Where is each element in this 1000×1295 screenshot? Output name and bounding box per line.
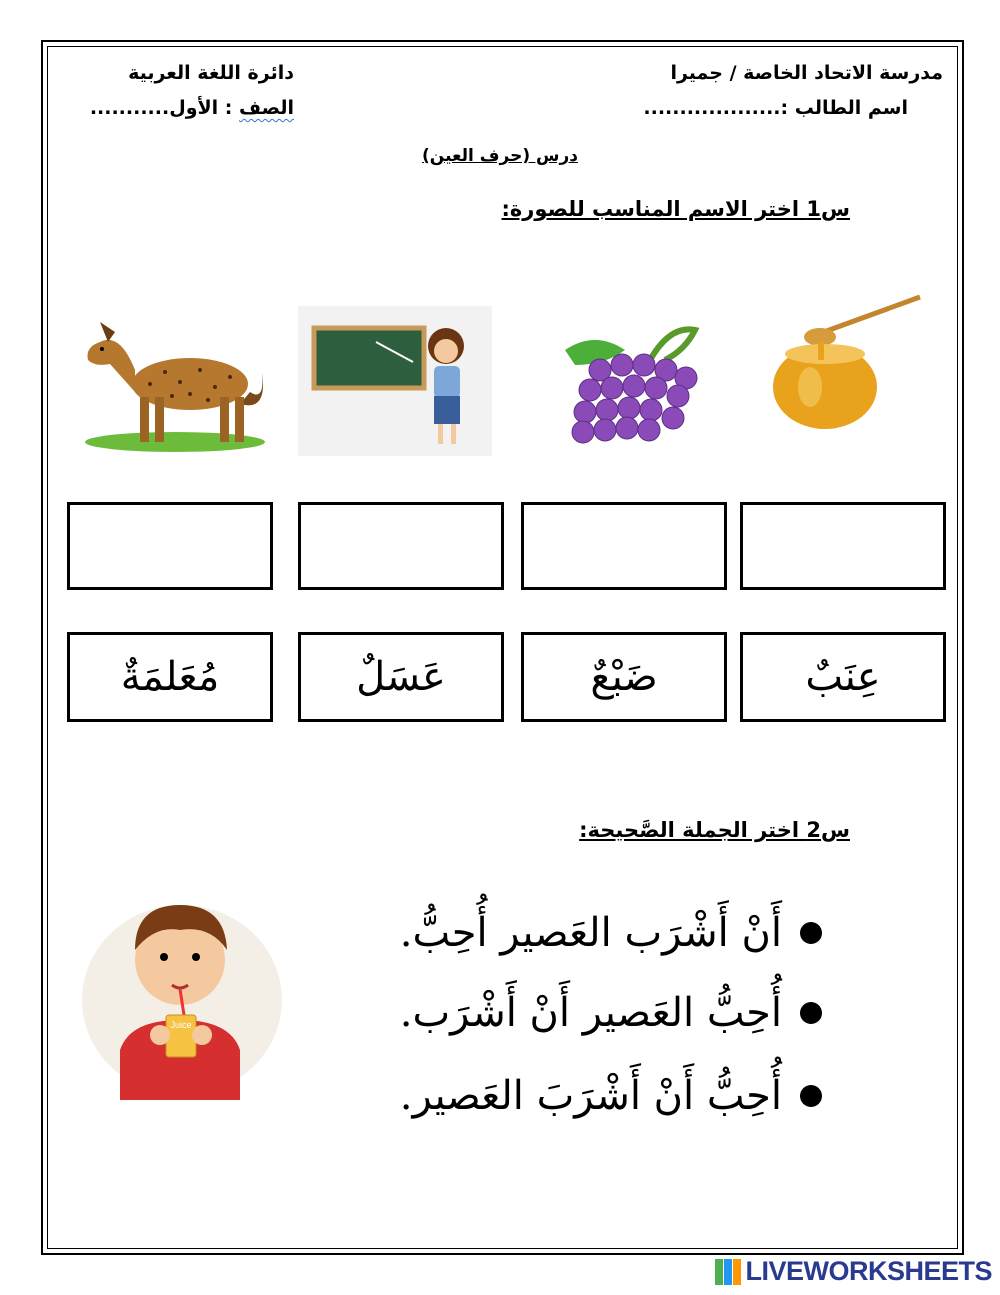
teacher-image bbox=[298, 306, 492, 456]
sentence-text: أُحِبُّ العَصير أَنْ أَشْرَب. bbox=[399, 990, 782, 1036]
lesson-title-text: درس (حرف العين) bbox=[422, 146, 578, 166]
grade-label bbox=[90, 97, 294, 119]
word-card[interactable]: مُعَلمَةٌ bbox=[67, 632, 273, 722]
grade-value: : الأول........... bbox=[89, 97, 239, 119]
liveworksheets-logo[interactable] bbox=[715, 1256, 992, 1287]
liveworksheets-logo-icon bbox=[715, 1259, 741, 1285]
answer-box-hyena[interactable] bbox=[67, 502, 273, 590]
student-name-label: اسم الطالب :................... bbox=[643, 97, 908, 119]
word-card[interactable]: ضَبْعٌ bbox=[521, 632, 727, 722]
grade-word: الصف bbox=[239, 97, 294, 119]
lesson-title bbox=[0, 146, 1000, 166]
word-card[interactable]: عِنَبٌ bbox=[740, 632, 946, 722]
brand-name: LIVEWORKSHEETS bbox=[745, 1256, 992, 1286]
answer-box-honey[interactable] bbox=[740, 502, 946, 590]
juice-box-label: Juice bbox=[170, 1020, 192, 1030]
department-name: دائرة اللغة العربية bbox=[128, 62, 294, 84]
bullet-icon bbox=[800, 1002, 822, 1024]
sentence-text: أُحِبُّ أَنْ أَشْرَبَ العَصير. bbox=[399, 1073, 782, 1119]
word-card[interactable]: عَسَلٌ bbox=[298, 632, 504, 722]
grapes-image bbox=[555, 320, 710, 448]
sentence-option[interactable] bbox=[400, 990, 822, 1036]
question-2-title: س2 اختر الجملة الصَّحيحة: bbox=[579, 818, 850, 842]
boy-drinking-juice-image bbox=[80, 885, 285, 1100]
sentence-option[interactable] bbox=[400, 910, 822, 956]
answer-box-grapes[interactable] bbox=[521, 502, 727, 590]
answer-box-teacher[interactable] bbox=[298, 502, 504, 590]
question-1-title: س1 اختر الاسم المناسب للصورة: bbox=[501, 197, 850, 221]
hyena-image bbox=[80, 312, 270, 457]
sentence-text: أَنْ أَشْرَب العَصير أُحِبُّ. bbox=[399, 910, 782, 956]
sentence-option[interactable] bbox=[400, 1073, 822, 1119]
bullet-icon bbox=[800, 1085, 822, 1107]
honey-jar-image bbox=[770, 292, 922, 432]
bullet-icon bbox=[800, 922, 822, 944]
school-name: مدرسة الاتحاد الخاصة / جميرا bbox=[670, 62, 943, 84]
